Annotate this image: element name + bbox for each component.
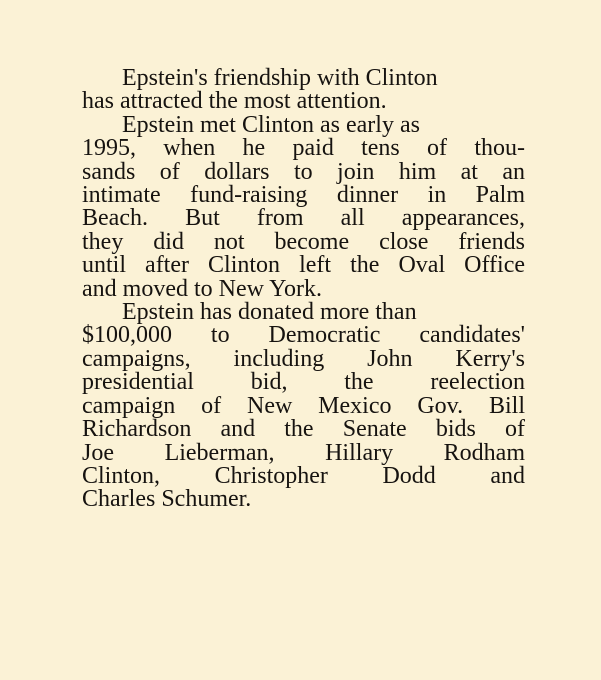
paragraph-1 bbox=[82, 67, 525, 114]
article-column bbox=[82, 67, 525, 512]
text-line: Epstein met Clinton as early as bbox=[122, 111, 420, 138]
paragraph-2 bbox=[82, 111, 525, 302]
text-line: intimate fund-raising dinner in Palm bbox=[82, 182, 525, 209]
text-line: and moved to New York. bbox=[82, 275, 322, 302]
text-line: Clinton, Christopher Dodd and bbox=[82, 462, 525, 489]
text-line: Epstein's friendship with Clinton bbox=[122, 65, 438, 91]
text-line: Charles Schumer. bbox=[82, 486, 252, 513]
text-line: presidential bid, the reelection bbox=[82, 369, 525, 396]
text-line: they did not become close friends bbox=[82, 228, 525, 255]
text-line: sands of dollars to join him at an bbox=[82, 158, 525, 185]
text-line: Joe Lieberman, Hillary Rodham bbox=[82, 439, 525, 466]
text-line: until after Clinton left the Oval Office bbox=[82, 252, 525, 279]
paragraph-3 bbox=[82, 301, 525, 512]
text-line: Epstein has donated more than bbox=[122, 299, 417, 326]
text-line: campaign of New Mexico Gov. Bill bbox=[82, 392, 525, 419]
text-line: Richardson and the Senate bids of bbox=[82, 416, 525, 443]
text-line: has attracted the most attention. bbox=[82, 88, 387, 115]
text-line: 1995, when he paid tens of thou- bbox=[82, 135, 525, 162]
text-line: campaigns, including John Kerry's bbox=[82, 345, 525, 372]
text-line: $100,000 to Democratic candidates' bbox=[82, 322, 525, 349]
text-line: Beach. But from all appearances, bbox=[82, 205, 525, 232]
